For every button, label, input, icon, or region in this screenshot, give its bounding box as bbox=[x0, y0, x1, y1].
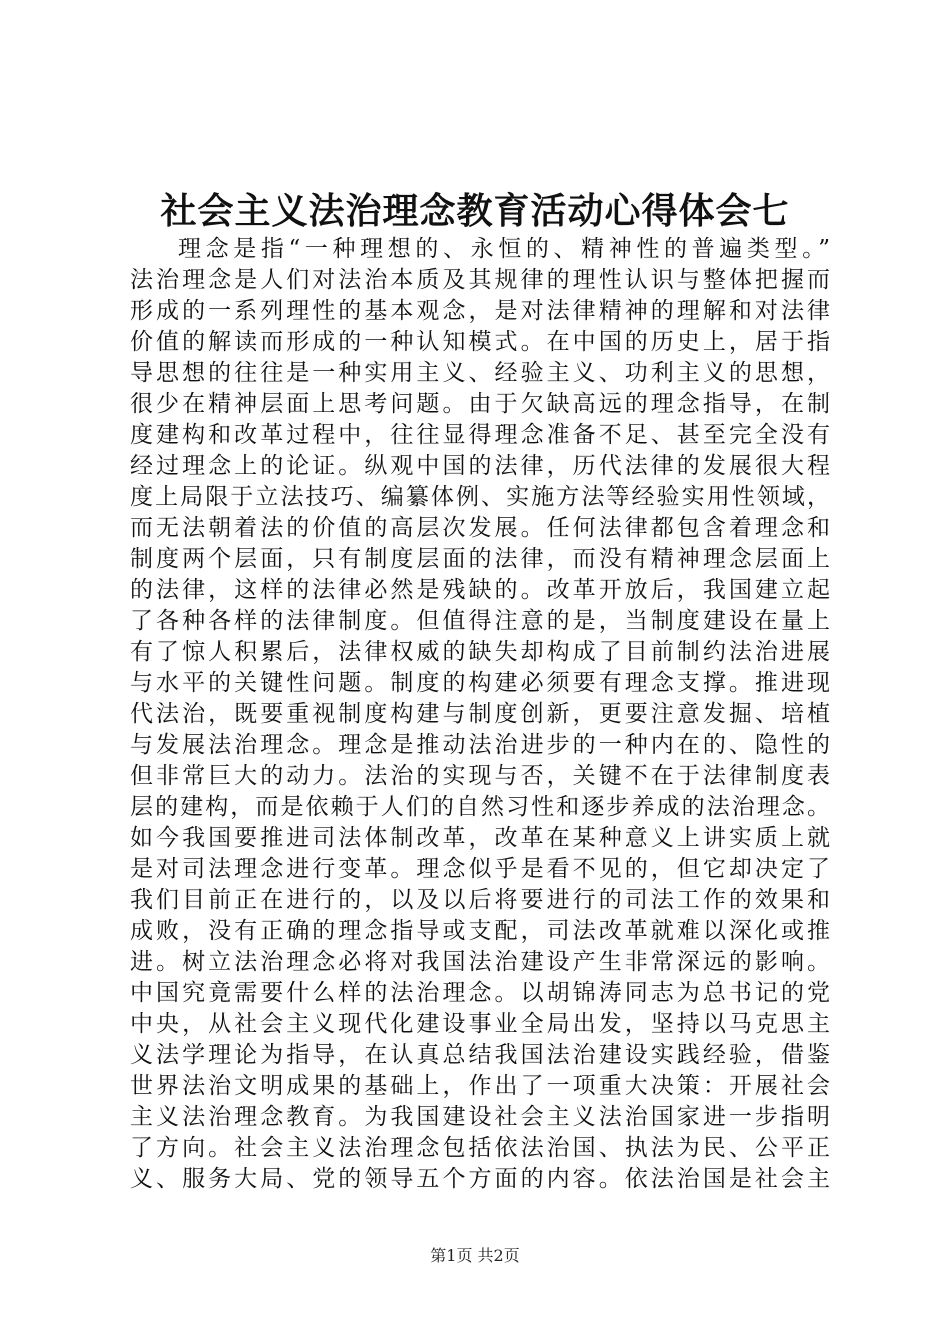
body-line: 有了惊人积累后，法律权威的缺失却构成了目前制约法治进展 bbox=[130, 639, 830, 665]
body-line: 很少在精神层面上思考问题。由于欠缺高远的理念指导，在制 bbox=[130, 391, 830, 417]
body-line: 我们目前正在进行的，以及以后将要进行的司法工作的效果和 bbox=[130, 887, 830, 913]
body-line: 制度两个层面，只有制度层面的法律，而没有精神理念层面上 bbox=[130, 546, 830, 572]
body-line: 中央，从社会主义现代化建设事业全局出发，坚持以马克思主 bbox=[130, 1011, 830, 1037]
document-title: 社会主义法治理念教育活动心得体会七 bbox=[160, 190, 790, 232]
body-line: 进。树立法治理念必将对我国法治建设产生非常深远的影响。 bbox=[130, 949, 830, 975]
body-line: 主义法治理念教育。为我国建设社会主义法治国家进一步指明 bbox=[130, 1104, 830, 1130]
body-line: 与发展法治理念。理念是推动法治进步的一种内在的、隐性的 bbox=[130, 732, 830, 758]
body-line: 了各种各样的法律制度。但值得注意的是，当制度建设在量上 bbox=[130, 608, 830, 634]
body-line: 价值的解读而形成的一种认知模式。在中国的历史上，居于指 bbox=[130, 329, 830, 355]
body-line: 理念是指“一种理想的、永恒的、精神性的普遍类型。” bbox=[178, 236, 830, 262]
body-line: 度建构和改革过程中，往往显得理念准备不足、甚至完全没有 bbox=[130, 422, 830, 448]
body-line: 义法学理论为指导，在认真总结我国法治建设实践经验，借鉴 bbox=[130, 1042, 830, 1068]
body-line: 成败，没有正确的理念指导或支配，司法改革就难以深化或推 bbox=[130, 918, 830, 944]
document-body bbox=[130, 234, 830, 1195]
body-line: 形成的一系列理性的基本观念，是对法律精神的理解和对法律 bbox=[130, 298, 830, 324]
page-footer: 第1页 共2页 bbox=[430, 1246, 520, 1265]
body-line: 而无法朝着法的价值的高层次发展。任何法律都包含着理念和 bbox=[130, 515, 830, 541]
body-line: 中国究竟需要什么样的法治理念。以胡锦涛同志为总书记的党 bbox=[130, 980, 830, 1006]
body-line: 经过理念上的论证。纵观中国的法律，历代法律的发展很大程 bbox=[130, 453, 830, 479]
body-line: 如今我国要推进司法体制改革，改革在某种意义上讲实质上就 bbox=[130, 825, 830, 851]
body-line: 但非常巨大的动力。法治的实现与否，关键不在于法律制度表 bbox=[130, 763, 830, 789]
body-line: 与水平的关键性问题。制度的构建必须要有理念支撑。推进现 bbox=[130, 670, 830, 696]
body-line: 义、服务大局、党的领导五个方面的内容。依法治国是社会主 bbox=[130, 1166, 830, 1192]
body-line: 度上局限于立法技巧、编纂体例、实施方法等经验实用性领域， bbox=[130, 484, 830, 510]
body-line: 层的建构，而是依赖于人们的自然习性和逐步养成的法治理念。 bbox=[130, 794, 830, 820]
body-line: 世界法治文明成果的基础上，作出了一项重大决策：开展社会 bbox=[130, 1073, 830, 1099]
body-line: 导思想的往往是一种实用主义、经验主义、功利主义的思想， bbox=[130, 360, 830, 386]
body-line: 代法治，既要重视制度构建与制度创新，更要注意发掘、培植 bbox=[130, 701, 830, 727]
body-line: 法治理念是人们对法治本质及其规律的理性认识与整体把握而 bbox=[130, 267, 830, 293]
body-line: 的法律，这样的法律必然是残缺的。改革开放后，我国建立起 bbox=[130, 577, 830, 603]
body-line: 是对司法理念进行变革。理念似乎是看不见的，但它却决定了 bbox=[130, 856, 830, 882]
body-line: 了方向。社会主义法治理念包括依法治国、执法为民、公平正 bbox=[130, 1135, 830, 1161]
